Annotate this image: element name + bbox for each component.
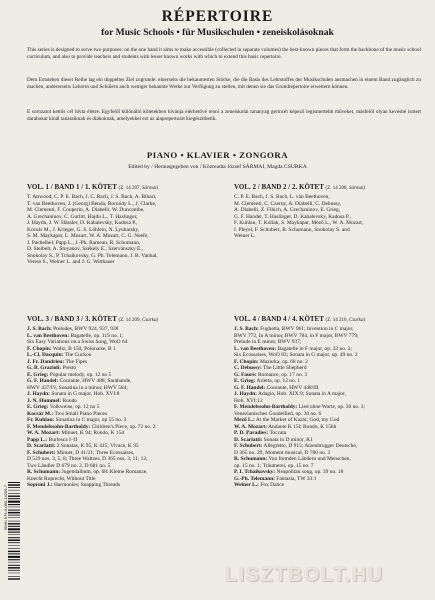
composer-name: Papp L.: [27, 436, 48, 443]
repertoire-line: Weiner L. [234, 233, 256, 239]
work-title: Waltz, B 150; Polonaise, B 1 [51, 345, 116, 352]
repertoire-line: T. Attwood, C. P. E. Bach, J. C. Bach, J. S. Bach, A. Bihari, [27, 194, 157, 200]
work-title: D 365 no. 29, Moment musical, D 780 no. 3 [234, 449, 331, 456]
volume-title: VOL. 3 / BAND 3 / 3. KÖTET [27, 315, 119, 323]
composer-name: G. F. Handel: [234, 384, 266, 391]
work-title: Children's Piece, op. 72 no. 2 [90, 423, 156, 430]
work-title: Burlesca I–II [47, 436, 78, 443]
volume-1 [27, 184, 217, 266]
repertoire-line: M. Clementi, F. Couperin, A. Diabelli, W. Duncombe, [27, 207, 145, 213]
composer-name: G. Fauré: [234, 371, 257, 378]
composer-name: P. D. Paradies: [234, 430, 269, 436]
barcode-bar [8, 576, 20, 577]
barcode-bar [8, 548, 20, 549]
work-title: Courante, HWV 488; Sarabande, [58, 378, 132, 384]
barcode-bar [8, 553, 20, 554]
work-title: Presto [61, 365, 77, 371]
work-title: Bagatelle, op. 119 no. 1; [69, 332, 124, 339]
barcode-bar [8, 562, 20, 563]
work-title: Allegretto, D 915; Atzenbrugger Deutsche, [262, 443, 358, 449]
work-title: Fox Dance [258, 482, 285, 488]
repertoire-line [234, 482, 424, 489]
work-title: Minuet, K 94; Rondo, K 15d [60, 430, 125, 436]
repertoire-line: Snokolay S., P. Tchaikovsky, G. Ph. Telemann, J. B. Vanhal, [27, 252, 158, 259]
volume-title: VOL. 1 / BAND 1 / 1. KÖTET [27, 183, 119, 191]
composer-name: G.-Ph. Telemann: [234, 475, 275, 482]
barcode-bar [8, 504, 20, 505]
volume-3 [27, 316, 217, 489]
barcode-bar [8, 526, 20, 527]
work-title: Courante, HWV 448/III [265, 384, 319, 391]
barcode-bar [8, 521, 20, 522]
composer-name: D. Scarlatti: [27, 443, 56, 449]
repertoire-line: Kocsár M., J. Krieger, G. S. Löhlein, N. Lyubarsky, [27, 226, 140, 233]
repertoire-line: M. Clementi, C. Czerny, A. Diabelli, C. Debussy, [234, 200, 342, 207]
work-title: Six Ecossaises, WoO 83; Sonata in G major, op. 49 no. 2 [234, 352, 358, 358]
composer-name: E. Grieg: [234, 378, 256, 384]
work-title: Toccata [268, 430, 287, 436]
barcode-bar [8, 556, 20, 558]
composer-name: L. van Beethoven: [27, 332, 70, 339]
composer-name: G. B. Grazioli: [27, 365, 62, 371]
repertoire-line [27, 482, 217, 489]
work-title: Two Small Piano Pieces [53, 410, 108, 417]
work-title: op. 15 no. 1; Träumerei, op. 15 no. 7 [234, 462, 314, 469]
intro-german: Dem Entstehen dieser Reihe lag ein doppeltes Ziel zugrunde: einerseits die bekanntesten Stücke, die die Basis des Lehrstoffes der Musikschulen ausmachen in einem Band zugänglich zu machen, andererseits Lehrern und Schülern auch weniger bekannte Werke zur Verfügung zu stellen, mit denen sie das Grundrepertoire erweitern können. [27, 77, 421, 90]
barcode-bar [8, 518, 20, 519]
work-title: The Fipes [64, 358, 88, 365]
work-title: Prelude in E minor, BWV 937; [234, 339, 302, 345]
work-title: Sonata in G major, Hob. XVI:8 [49, 391, 120, 397]
page-title: RÉPERTOIRE [161, 8, 274, 25]
composer-name: L.-Cl. Dacquin: [27, 352, 64, 358]
barcode-bar [8, 482, 20, 483]
work-title: Harmonies; Snapping Threads [52, 482, 120, 488]
repertoire-line: A. Diabelli, Z. Fibich, A. Grechaninov, E. Grieg, [234, 207, 341, 213]
repertoire-line: G. F. Handel, T. Haslinger, D. Kabalevsky, Kadosa P., [234, 213, 352, 220]
barcode-number: ISMN 979-0-080-14209-7 [3, 485, 8, 531]
barcode-bar [8, 545, 20, 546]
barcode-bar [8, 573, 20, 574]
barcode-bar [8, 523, 20, 524]
barcode-bar [8, 532, 20, 533]
work-title: Hob. XVI:12 [234, 397, 263, 404]
composer-name: R. Schumann: [27, 469, 61, 475]
composer-name: R. Schumann: [234, 456, 268, 462]
composer-name: J. Haydn: [27, 391, 50, 397]
barcode-bar [8, 498, 20, 499]
volume-heading [27, 316, 217, 325]
work-title: BWV 772, In A minor, BWV 784, in F major, BWV 779; [234, 332, 359, 339]
barcode-bar [8, 496, 20, 497]
work-title: Venezianisches Gondellied, op. 30 no. 6 [234, 410, 322, 417]
work-title: Adagio, Hob. XIX:9; Sonata in A major, [256, 391, 346, 397]
repertoire-line: Veress S., Weiner L. and J. G. Witthauer [27, 259, 115, 265]
barcode-bar [8, 510, 20, 511]
composer-name: J. Fr. Dandrieu: [27, 358, 65, 365]
work-title: Two Ländler D 679 no. 2, D 681 no. 5 [27, 462, 111, 469]
barcode-bar [8, 490, 20, 491]
composer-name: J. Haydn: [234, 391, 257, 397]
barcode [8, 482, 20, 580]
barcode-bar [8, 493, 20, 494]
page-subtitle: for Music Schools • für Musikschulen • zeneiskolásoknak [101, 27, 334, 38]
work-title: Sonatina in C major, op 55 no. 3 [54, 417, 127, 423]
repertoire-line: T. van Beethoven, J. (Georg) Benda, Bornódy L., J. Clarke, [27, 200, 157, 207]
work-title: Popular melody, op. 12 no 5 [48, 371, 112, 378]
repertoire-line: S. M. Maykapar, L. Mozart, W. A. Mozart, C. G. Neefe, [27, 233, 149, 239]
composer-name: P. I. Tchaikovsky: [234, 469, 276, 475]
repertoire-line: A. Grechaninov, C. Gurlitt, Hajdu L., T. Haslinger, [27, 213, 138, 220]
volume-code: (Z. 14 208, Sármai) [325, 186, 366, 191]
composer-name: J. N. Hummel: [27, 397, 62, 404]
work-title: Jugendalbum, op. 68: Kleine Romanze, [60, 469, 148, 475]
work-title: Preludes, BWV 924, 937, 938 [51, 326, 119, 332]
volume-editor: Csurka) [349, 318, 366, 323]
work-title: HWV 437/IV, Sonatina in a minor, HWV 584; [27, 384, 128, 391]
work-title: Rondo [61, 397, 78, 404]
work-title: At the Market of Kazár; God, my God [254, 417, 340, 423]
intro-english: This series is designed to serve two purposes: on the one hand it aims to make accessible (collected in separate volumes) the best-known pieces that form the backbone of the music school curriculum, and also to provide teachers and students with lesser known works with which to extend this basic repertoire. [27, 47, 421, 60]
volume-2 [234, 184, 424, 240]
barcode-bar [8, 537, 20, 538]
barcode-bar [8, 570, 20, 571]
repertoire-line: D. Steibelt, A. Stoyanov, Székely E., Szervánszky E., [27, 246, 144, 252]
repertoire-line: C. P. E. Bach, J. S. Bach, L. van Beethoven, [234, 194, 330, 200]
volume-code: (Z. 14 207, Sármai) [118, 186, 159, 191]
composer-name: F. Mendelssohn-Bartholdy: [27, 423, 91, 430]
composer-name: W. A. Mozart: [27, 430, 61, 436]
work-title: Andante K 15l; Rondo, K 15hh [267, 423, 337, 430]
composer-name: Weiner L.: [234, 482, 259, 488]
work-title: Arietta, op. 12 no. 1 [255, 378, 301, 384]
composer-name: Soproni J.: [27, 482, 53, 488]
work-title: Mazurka, op. 68 no. 2 [258, 358, 308, 365]
barcode-bar [8, 487, 20, 488]
barcode-bar [8, 534, 20, 535]
work-title: Fughetta, BWV 961; Invention in C major, [258, 326, 354, 332]
repertoire-line: J. Pachelbel, Papp L., J.-Ph. Rameau, R. Schumann, [27, 239, 141, 246]
watermark: LISZTBOLT.HU [225, 564, 384, 586]
volume-code: (Z. 14 210, Csurka) [325, 318, 366, 323]
composer-name: Kocsár M.: [27, 410, 54, 417]
barcode-bar [8, 551, 20, 552]
composer-name: W. A. Mozart: [234, 423, 268, 430]
repertoire-line: F. Kuhlau, T. Kullak, S. Maykapar, Mező L., W. A. Mozart, [234, 220, 364, 226]
barcode-bar [8, 559, 20, 560]
composer-name: D. Scarlatti: [234, 436, 263, 443]
volume-heading [27, 184, 217, 193]
volume-editor: Sármai) [349, 186, 366, 191]
work-title: Romance, op. 17 no. 3 [256, 371, 308, 378]
composer-name: C. Debussy: [234, 365, 262, 371]
barcode-bar [8, 512, 20, 514]
volume-code: (Z. 14 209, Csurka) [118, 318, 159, 323]
work-title: Six Easy Variations on a Swiss Song, WoO 64 [27, 339, 128, 345]
barcode-bar [8, 565, 20, 566]
work-title: Knecht Ruprecht, Without Title [27, 475, 96, 482]
composer-name: L. van Beethoven: [234, 345, 277, 352]
work-title: The Cuckoo [63, 352, 92, 358]
barcode-bar [8, 515, 20, 516]
work-title: Sonata in D minor, K1 [262, 436, 313, 443]
work-title: Volkweise, op. 12 no 5 [48, 404, 100, 410]
composer-name: J. S. Bach: [27, 326, 52, 332]
composer-name: Fr. Kuhlau: [27, 417, 55, 423]
work-title: 2 Sonatas, K 95, K 415; Vivace, K 95 [55, 443, 139, 449]
barcode-bar [8, 501, 20, 503]
barcode-bar [8, 542, 20, 543]
composer-name: E. Grieg: [27, 404, 49, 410]
work-title: Lied ohne Worte, op. 30 no. 3; [297, 404, 365, 410]
work-title: The Little Shepherd [261, 365, 307, 371]
intro-hungarian: E sorozatot kettős cél hívta életre. Egyfelől különálló kötetekben kívánja elérhetővé tenni a zeneiskolai tananyag gerincét képező legismertebb műveket, másfelől olyan kevésbé ismert darabokat kínál tanáraiknak és diákoknak, amelyekkel ezt az alaprepertoárt kiegészíthetik. [27, 109, 421, 122]
composer-name: F. Chopin: [234, 358, 259, 365]
barcode-bar [8, 507, 20, 508]
barcode-bar [8, 578, 20, 579]
barcode-bar [8, 540, 20, 542]
barcode-bar [8, 484, 20, 486]
composer-name: F. Chopin: [27, 345, 52, 352]
work-title: Minuet, D 41/21; Three Ecossaises, [55, 449, 135, 456]
work-title: Von fremden Ländern und Menschen, [267, 456, 351, 462]
volume-4 [234, 316, 424, 489]
composer-name: F. Mendelssohn-Bartholdy: [234, 404, 298, 410]
volume-heading [234, 316, 424, 325]
composer-name: Mező L.: [234, 417, 255, 423]
work-title: Neapolitan song, op. 39 no. 18 [275, 469, 344, 475]
barcode-bar [8, 528, 20, 530]
volume-title: VOL. 4 / BAND 4 / 4. KÖTET [234, 315, 326, 323]
composer-name: F. Schubert: [27, 449, 56, 456]
barcode-bar [8, 567, 20, 569]
repertoire-line: I. Pleyel, F. Schubert, R. Schumann, Snokolay S. and [234, 226, 350, 233]
volume-heading [234, 184, 424, 193]
instrument-heading: PIANO • KLAVIER • ZONGORA [146, 150, 289, 160]
composer-name: G. F. Handel: [27, 378, 59, 384]
volume-title: VOL. 2 / BAND 2 / 2. KÖTET [234, 183, 326, 191]
volume-editor: Csurka) [142, 318, 159, 323]
work-title: D 529 nos. 3, 5, 8; Three Waltzes, D 365 nos. 3, 11, 12; [27, 456, 148, 462]
editors-line: Edited by / Herausgegeben von / Közreadta József SÁRMAI, Magda CSURKA [128, 164, 307, 170]
composer-name: J. S. Bach: [234, 326, 259, 332]
composer-name: F. Schubert: [234, 443, 263, 449]
work-title: Fantasia, TW 33:1 [274, 475, 317, 482]
volume-editor: Sármai) [142, 186, 159, 191]
work-title: Bagatelle in F major, op. 33 no. 3; [276, 345, 352, 352]
composer-name: E. Grieg: [27, 371, 49, 378]
repertoire-line: J. Haydn, J. W. Hässler, D. Kabalevsky, Kadosa P., [27, 220, 138, 226]
